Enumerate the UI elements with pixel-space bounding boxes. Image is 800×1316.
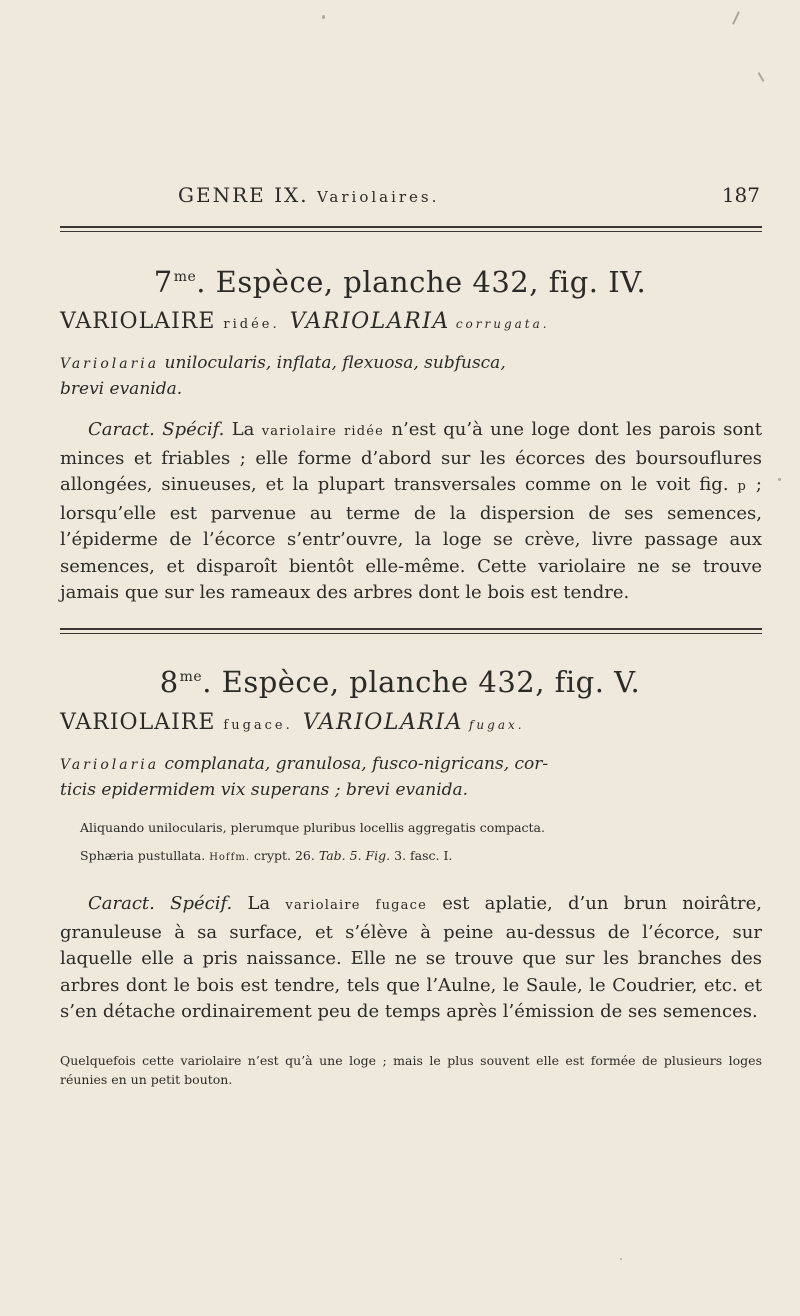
species-8-synonym: Sphæria pustullata. Hoffm. crypt. 26. Tab. 5. Fig. 3. fasc. I. (80, 848, 453, 863)
species-8-name-line (60, 710, 762, 735)
section-rule (60, 628, 762, 634)
species-7-fr-name: VARIOLAIRE (60, 309, 216, 334)
species-8-lat-genus: VARIOLARIA (302, 710, 463, 735)
page-number: 187 (721, 183, 760, 207)
species-7-description: Caract. Spécif. La variolaire ridée n’est qu’à une loge dont les parois sont minces et friables ; elle forme d’abord sur les écorces des boursouflures allongées, sinueuses, et la plupart transversales comme on le voit fig. p ; lorsqu’elle est parvenue au terme de la dispersion de ses semences, l’épiderme de l’écorce s’entr’ouvre, la loge se crève, livre passage aux semences, et disparoît bientôt elle-même. Cette variolaire ne se trouve jamais que sur les rameaux des arbres dont le bois est tendre. (60, 419, 763, 603)
species-7-diagnosis: Variolaria unilocularis, inflata, flexuosa, subfusca, brevi evanida. (60, 353, 506, 399)
species-7-name-line (60, 309, 762, 334)
section-label: Variolaires. (316, 188, 440, 206)
species-8-diagnosis: Variolaria complanata, granulosa, fusco-nigricans, cor- ticis epidermidem vix superans ; brevi evanida. (60, 754, 549, 800)
genre-label: GENRE IX. (178, 183, 309, 207)
species-8-lat-epithet: fugax. (468, 718, 525, 732)
species-8-description: Caract. Spécif. La variolaire fugace est aplatie, d’un brun noirâtre, granuleuse à sa surface, et s’élève à peine au-dessus de l’écorce, sur laquelle elle a pris naissance. Elle ne se trouve que sur les branches des arbres dont le bois est tendre, tels que l’Aulne, le Saule, le Coudrier, etc. et s’en détache ordinairement peu de temps après l’émission de ses semences. (60, 893, 762, 1022)
species-8-note-1: Aliquando unilocularis, plerumque pluribus locellis aggregatis compacta. (80, 820, 545, 835)
running-head (178, 183, 760, 213)
species-8-heading: $8^{me}$. Espèce, planche 432, fig. V. (159, 665, 641, 699)
species-8-fr-epithet: fugace. (223, 718, 293, 733)
species-8-final-note: Quelquefois cette variolaire n’est qu’à une loge ; mais le plus souvent elle est formée de plusieurs loges réunies en un petit bouton. (60, 1053, 762, 1087)
species-7-heading: $7^{me}$. Espèce, planche 432, fig. IV. (153, 265, 647, 299)
species-7-lat-epithet: corrugata. (455, 317, 550, 331)
species-7-lat-genus: VARIOLARIA (289, 309, 450, 334)
species-8-fr-name: VARIOLAIRE (60, 710, 216, 735)
header-rule (60, 226, 762, 232)
species-7-fr-epithet: ridée. (223, 317, 280, 332)
